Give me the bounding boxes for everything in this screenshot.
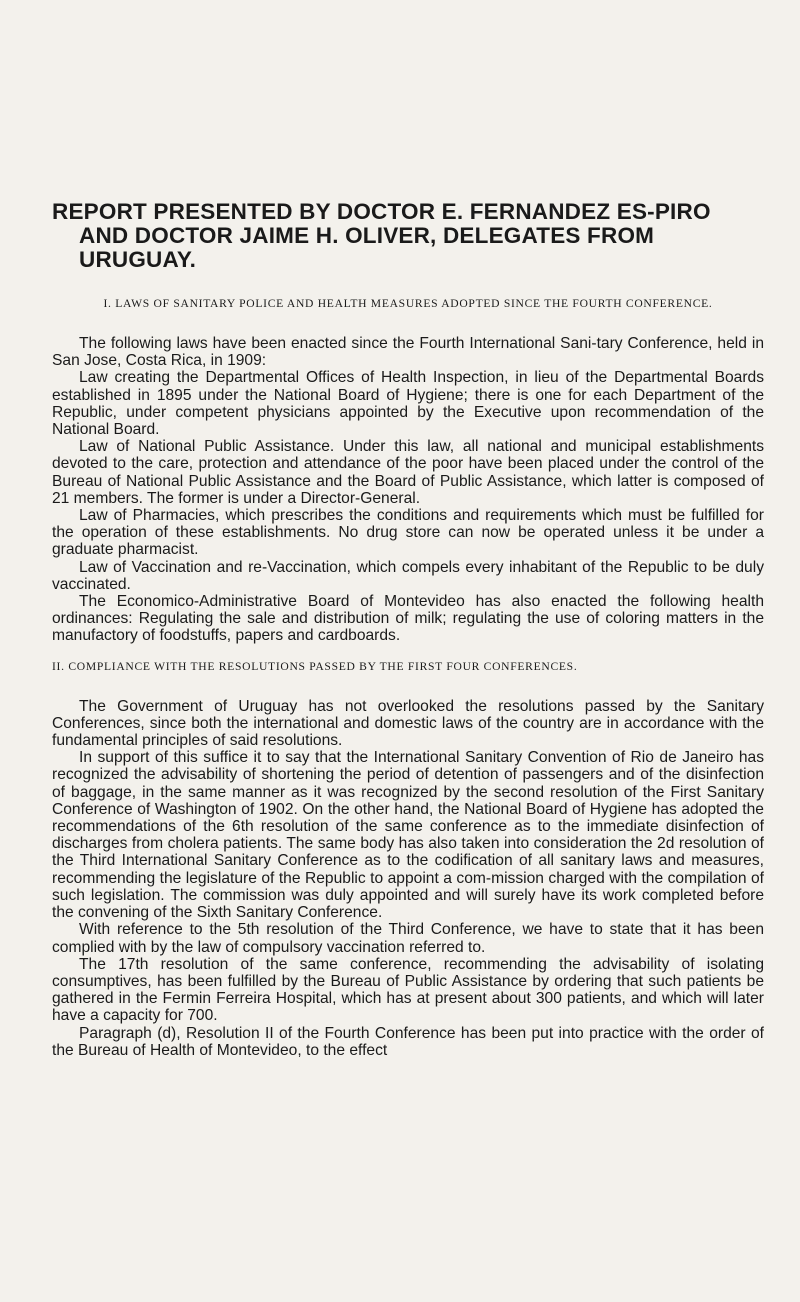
paragraph: Law of Vaccination and re-Vaccination, which compels every inhabitant of the Republic to be duly vaccinated. <box>52 558 764 593</box>
section-spacer <box>52 645 764 659</box>
paragraph: The following laws have been enacted since the Fourth International Sani-tary Conference, held in San Jose, Costa Rica, in 1909: <box>52 335 764 370</box>
paragraph: With reference to the 5th resolution of the Third Conference, we have to state that it has been complied with by the law of compulsory vaccination referred to. <box>52 921 764 956</box>
document-page <box>52 200 764 1059</box>
section-laws <box>52 296 764 645</box>
paragraph: Law creating the Departmental Offices of Health Inspection, in lieu of the Departmental Boards established in 1895 under the National Board of Hygiene; there is one for each Department of the Republic, under competent physicians appointed by the Executive upon recommendation of the National Board. <box>52 369 764 439</box>
paragraph: Law of National Public Assistance. Under this law, all national and municipal establishments devoted to the care, protection and attendance of the poor have been placed under the control of the Bureau of National Public Assistance and the Board of Public Assistance, which latter is composed of 21 members. The former is under a Director-General. <box>52 438 764 507</box>
paragraph: Law of Pharmacies, which prescribes the conditions and requirements which must be fulfilled for the operation of these establishments. No drug store can now be operated unless it be under a graduate pharmacist. <box>52 507 764 559</box>
section-heading: II. COMPLIANCE WITH THE RESOLUTIONS PASSED BY THE FIRST FOUR CONFERENCES. <box>52 659 578 673</box>
paragraph: In support of this suffice it to say that the International Sanitary Convention of Rio de Janeiro has recognized the advisability of shortening the period of detention of passengers and of the disinfection of baggage, in the same manner as it was recognized by the second resolution of the First Sanitary Conference of Washington of 1902. On the other hand, the National Board of Hygiene has adopted the recommendations of the 6th resolution of the same conference as to the immediate disinfection of discharges from cholera patients. The same body has also taken into consideration the 2d resolution of the Third International Sanitary Conference as to the codification of all sanitary laws and measures, recommending the legislature of the Republic to appoint a com-mission charged with the compilation of such legislation. The commission was duly appointed and will surely have its work completed before the convening of the Sixth Sanitary Conference. <box>52 749 764 922</box>
section-heading: I. LAWS OF SANITARY POLICE AND HEALTH MEASURES ADOPTED SINCE THE FOURTH CONFERENCE. <box>103 297 713 310</box>
document-title: REPORT PRESENTED BY DOCTOR E. FERNANDEZ ES-PIRO AND DOCTOR JAIME H. OLIVER, DELEGATES FROM URUGUAY. <box>52 199 711 272</box>
paragraph: The 17th resolution of the same conference, recommending the advisability of isolating consumptives, has been fulfilled by the Bureau of Public Assistance by ordering that such patients be gathered in the Fermin Ferreira Hospital, which has at present about 300 patients, and which will later have a capacity for 700. <box>52 955 764 1025</box>
paragraph: Paragraph (d), Resolution II of the Fourth Conference has been put into practice with the order of the Bureau of Health of Montevideo, to the effect <box>52 1024 764 1059</box>
paragraph: The Economico-Administrative Board of Montevideo has also enacted the following health ordinances: Regulating the sale and distribution of milk; regulating the use of coloring matters in the manufactory of foodstuffs, papers and cardboards. <box>52 593 764 645</box>
section-compliance <box>52 659 764 1059</box>
paragraph: The Government of Uruguay has not overlooked the resolutions passed by the Sanitary Conferences, since both the international and domestic laws of the country are in accordance with the fundamental principles of said resolutions. <box>52 697 764 750</box>
